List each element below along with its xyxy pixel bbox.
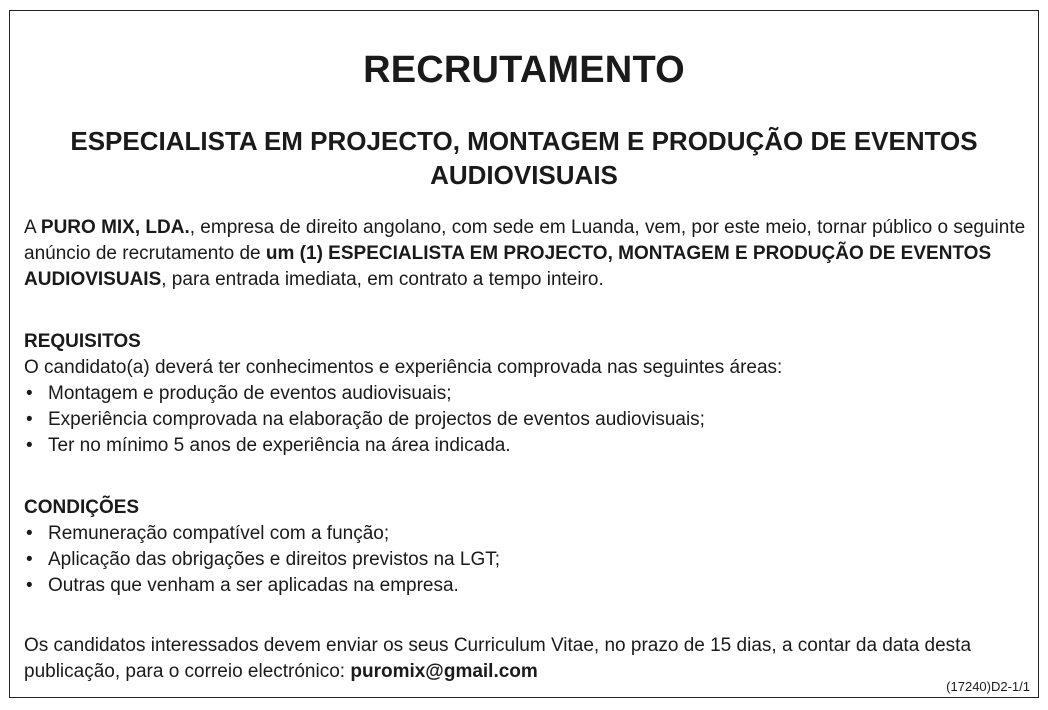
- conditions-list: [24, 521, 1026, 599]
- list-item: [24, 573, 1026, 599]
- condition-text: Outras que venham a ser aplicadas na empresa.: [48, 575, 459, 596]
- requirements-lead: O candidato(a) deverá ter conhecimentos e experiência comprovada nas seguintes áreas:: [24, 357, 783, 378]
- condition-text: Remuneração compatível com a função;: [48, 523, 390, 544]
- closing-text: Os candidatos interessados devem enviar os seus Curriculum Vitae, no prazo de 15 dias, a contar da data desta publicação, para o correio electrónico:: [24, 635, 972, 682]
- closing-paragraph: [24, 633, 1026, 685]
- company-name: PURO MIX, LDA.: [40, 217, 190, 238]
- notice-title: RECRUTAMENTO: [363, 49, 685, 91]
- intro-middle: , empresa de direito angolano, com sede em Luanda, vem, por este meio, tornar público o seguinte anúncio de recrutamento de: [24, 217, 1026, 264]
- bullet-icon: •: [26, 409, 33, 430]
- list-item: [24, 381, 1026, 407]
- bullet-icon: •: [26, 523, 33, 544]
- conditions-section: [24, 495, 1026, 599]
- intro-suffix: , para entrada imediata, em contrato a tempo inteiro.: [161, 269, 604, 290]
- publication-reference: (17240)D2-1/1: [946, 679, 1030, 694]
- list-item: [24, 521, 1026, 547]
- job-title-line-2: AUDIOVISUAIS: [430, 160, 618, 190]
- requirement-text: Ter no mínimo 5 anos de experiência na área indicada.: [48, 435, 511, 456]
- job-title-line-1: ESPECIALISTA EM PROJECTO, MONTAGEM E PRODUÇÃO DE EVENTOS: [70, 126, 978, 156]
- recruitment-notice: [9, 10, 1039, 698]
- bullet-icon: •: [26, 575, 33, 596]
- intro-paragraph: [24, 215, 1026, 293]
- conditions-heading: CONDIÇÕES: [24, 497, 140, 518]
- bullet-icon: •: [26, 549, 33, 570]
- bullet-icon: •: [26, 435, 33, 456]
- intro-prefix: A: [24, 217, 41, 238]
- requirement-text: Montagem e produção de eventos audiovisuais;: [48, 383, 452, 404]
- position-name: um (1) ESPECIALISTA EM PROJECTO, MONTAGEM E PRODUÇÃO DE EVENTOS AUDIOVISUAIS: [24, 243, 992, 290]
- job-title: [20, 124, 1028, 192]
- requirements-section: [24, 329, 1026, 459]
- requirements-heading: REQUISITOS: [24, 331, 141, 352]
- requirements-list: [24, 381, 1026, 459]
- list-item: [24, 407, 1026, 433]
- requirement-text: Experiência comprovada na elaboração de projectos de eventos audiovisuais;: [48, 409, 705, 430]
- list-item: [24, 433, 1026, 459]
- list-item: [24, 547, 1026, 573]
- contact-email: puromix@gmail.com: [350, 661, 538, 682]
- condition-text: Aplicação das obrigações e direitos previstos na LGT;: [48, 549, 501, 570]
- bullet-icon: •: [26, 383, 33, 404]
